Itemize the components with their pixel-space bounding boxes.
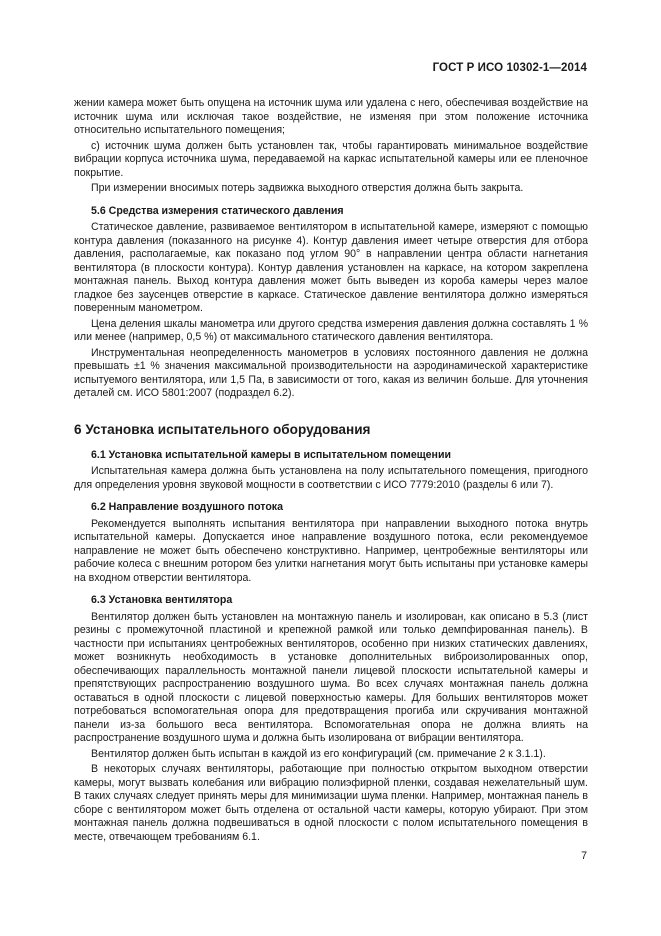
section-6-2-heading: 6.2 Направление воздушного потока [91,501,283,513]
paragraph: Статическое давление, развиваемое вентилятором в испытательной камере, измеряют с помощью контура давления (показанного на рисунке 4). Контур давления имеет четыре отверстия для отбора давления, располагаемые, как показано под углом 90° в направлении центра области нагнетания вентилятора (в плоскости контура). Контур давления установлен на каркасе, на котором закреплена монтажная панель. Выход контура давления может быть выведен из короба камеры через малое гладкое без заусенцев отверстие в каркасе. Статическое давление вентилятора должно измеряться поверенным манометром. [74,221,588,314]
paragraph: Цена деления шкалы манометра или другого средства измерения давления должна составлять 1 % или менее (например, 0,5 %) от максимального статического давления вентилятора. [74,317,588,343]
document-body [74,97,588,846]
paragraph: Испытательная камера должна быть установлена на полу испытательного помещения, пригодного для определения уровня звуковой мощности в соответствии с ИСО 7779:2010 (разделы 6 или 7). [74,465,588,491]
paragraph: Вентилятор должен быть установлен на монтажную панель и изолирован, как описано в 5.3 (лист резины с промежуточной пластиной и крепежной рамкой или только демпфированная панель). В частности при испытаниях центробежных вентиляторов, особенно при низких статических давлениях, может возникнуть необходимость в установке дополнительных виброизолированных опор, обеспечивающих параллельность монтажной панели лицевой плоскости испытательной камеры и препятствующих распространению воздушного шума. Во всех случаях монтажная панель должна оставаться в одной плоскости с лицевой поверхностью камеры. Для больших вентиляторов может потребоваться вспомогательная опора для предотвращения прогиба или скручивания монтажной панели из-за большого веса вентилятора. Вспомогательная опора не должна влиять на распространение воздушного шума и должна быть изолирована от вибрации вентилятора. [74,610,588,744]
standard-header: ГОСТ Р ИСО 10302-1—2014 [432,62,587,74]
section-6-3-heading: 6.3 Установка вентилятора [91,594,233,606]
intro-paragraph: жении камера может быть опущена на источник шума или удалена с него, обеспечивая воздействие на источник шума или исключая такое воздействие, не изменяя при этом положение источника относительно испытательного помещения; [74,97,588,136]
paragraph: Инструментальная неопределенность манометров в условиях постоянного давления не должна превышать ±1 % значения максимальной производительности на аэродинамической характеристике испытуемого вентилятора, или 1,5 Па, в зависимости от того, какая из величин больше. Для уточнения деталей см. ИСО 5801:2007 (подраздел 6.2). [74,346,588,399]
list-item-c: с) источник шума должен быть установлен так, чтобы гарантировать минимальное воздействие вибрации корпуса источника шума, передаваемой на каркас испытательной камеры или ее пленочное покрытие. [74,139,588,179]
section-6-1-heading: 6.1 Установка испытательной камеры в испытательном помещении [91,448,451,461]
page-number: 7 [581,850,587,862]
paragraph: Рекомендуется выполнять испытания вентилятора при направлении выходного потока внутрь испытательной камеры. Допускается иное направление воздушного потока, если рекомендуемое направление не может быть обеспечено конструктивно. Например, центробежные вентиляторы или рабочие колеса с внешним ротором без улитки нагнетания могут быть испытаны при установке камеры на входном отверстии вентилятора. [74,517,588,584]
section-6-heading: 6 Установка испытательного оборудования [74,421,371,437]
paragraph: Вентилятор должен быть испытан в каждой из его конфигураций (см. примечание 2 к 3.1.1). [91,747,546,760]
section-5-6-heading: 5.6 Средства измерения статического давления [91,204,344,217]
paragraph: В некоторых случаях вентиляторы, работающие при полностью открытом выходном отверстии камеры, могут вызвать колебания или вибрацию полиэфирной пленки, создавая нежелательный шум. В таких случаях следует принять меры для минимизации шума пленки. Например, монтажная панель в сборе с вентилятором может быть отделена от остальной части камеры, которую убирают. При этом монтажная панель должна подвешиваться в одной плоскости с полом испытательного помещения в месте, отвечающем требованиям 6.1. [74,763,588,843]
intro-paragraph: При измерении вносимых потерь задвижка выходного отверстия должна быть закрыта. [91,182,524,194]
